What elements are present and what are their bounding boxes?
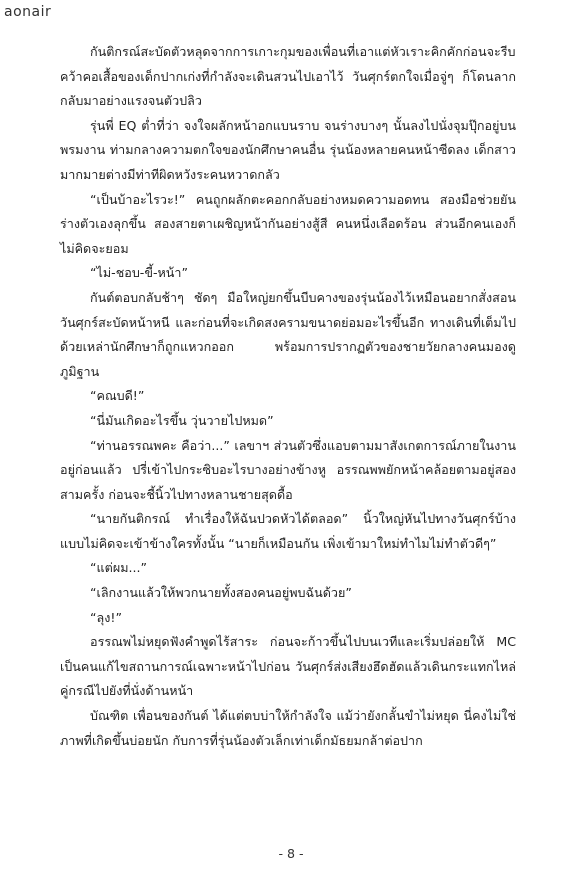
paragraph-6: “คณบดี!”	[90, 388, 145, 404]
page-number: - 8 -	[278, 846, 304, 861]
paragraph-14: บัณฑิต เพื่อนของกันต์ ได้แต่ตบบ่าให้กำลังใจ แม้ว่ายังกลั้นขำไม่หยุด นี่คงไม่ใช่ภาพที่เกิดขึ้นบ่อยนัก กับการที่รุ่นน้องตัวเล็กเท่าเด็กมัธยมกล้าต่อปาก	[60, 708, 516, 748]
brand-logo: aonair	[4, 4, 52, 20]
paragraph-11: “เลิกงานแล้วให้พวกนายทั้งสองคนอยู่พบฉันด้วย”	[90, 585, 352, 601]
paragraph-1: กันติกรณ์สะบัดตัวหลุดจากการเกาะกุมของเพื่อนที่เอาแต่หัวเราะคิกคักก่อนจะรีบคว้าคอเสื้อของเด็กปากเก่งที่กำลังจะเดินสวนไปเอาไว้ วันศุกร์ตกใจเมื่อจู่ๆ ก็โดนลากกลับมาอย่างแรงจนตัวปลิว	[60, 44, 516, 109]
paragraph-13: อรรณพไม่หยุดฟังคำพูดไร้สาระ ก่อนจะก้าวขึ้นไปบนเวทีและเริ่มปล่อยให้ MC เป็นคนแก้ไขสถานการณ์เฉพาะหน้าไปก่อน วันศุกร์ส่งเสียงฮึดฮัดแล้วเดินกระแทกไหล่คู่กรณีไปยังที่นั่งด้านหน้า	[60, 634, 516, 699]
paragraph-2: รุ่นพี่ EQ ต่ำที่ว่า จงใจผลักหน้าอกแบนราบ จนร่างบางๆ นั้นลงไปนั่งจุมปุ๊กอยู่บนพรมงาน ท่ามกลางความตกใจของนักศึกษาคนอื่น รุ่นน้องหลายคนหน้าซีดลง เด็กสาวมากมายต่างมีท่าทีผิดหวังระคนหวาดกลัว	[60, 117, 516, 182]
paragraph-3: “เป็นบ้าอะไรวะ!” คนถูกผลักตะคอกกลับอย่างหมดความอดทน สองมือช่วยยันร่างตัวเองลุกขึ้น สองสายตาเผชิญหน้ากันอย่างสู้สี คนหนึ่งเลือดร้อน ส่วนอีกคนเองก็ไม่คิดจะยอม	[60, 191, 516, 256]
paragraph-4: “ไม่-ชอบ-ขี้-หน้า”	[90, 265, 189, 281]
page-body	[60, 40, 516, 753]
paragraph-8: “ท่านอรรณพคะ คือว่า...” เลขาฯ ส่วนตัวซึ่งแอบตามมาสังเกตการณ์ภายในงานอยู่ก่อนแล้ว ปรี่เข้าไปกระซิบอะไรบางอย่างข้างหู อรรณพพยักหน้าคล้อยตามอยู่สองสามครั้ง ก่อนจะชี้นิ้วไปทางหลานชายสุดดื้อ	[60, 437, 516, 502]
paragraph-9: “นายกันติกรณ์ ทำเรื่องให้ฉันปวดหัวได้ตลอด” นิ้วใหญ่หันไปทางวันศุกร์บ้างแบบไม่คิดจะเข้าข้างใครทั้งนั้น “นายก็เหมือนกัน เพิ่งเข้ามาใหม่ทำไมไม่ทำตัวดีๆ”	[60, 511, 516, 551]
paragraph-12: “ลุง!”	[90, 609, 122, 625]
paragraph-7: “นี่มันเกิดอะไรขึ้น วุ่นวายไปหมด”	[90, 412, 274, 428]
paragraph-5: กันต์ตอบกลับช้าๆ ชัดๆ มือใหญ่ยกขึ้นบีบคางของรุ่นน้องไว้เหมือนอยากสั่งสอน วันศุกร์สะบัดหน้าหนี และก่อนที่จะเกิดสงครามขนาดย่อมอะไรขึ้นอีก ทางเดินที่เต็มไปด้วยเหล่านักศึกษาก็ถูกแหวกออก พร้อมการปรากฏตัวของชายวัยกลางคนมองดูภูมิฐาน	[60, 289, 516, 379]
paragraph-10: “แต่ผม...”	[90, 560, 148, 576]
